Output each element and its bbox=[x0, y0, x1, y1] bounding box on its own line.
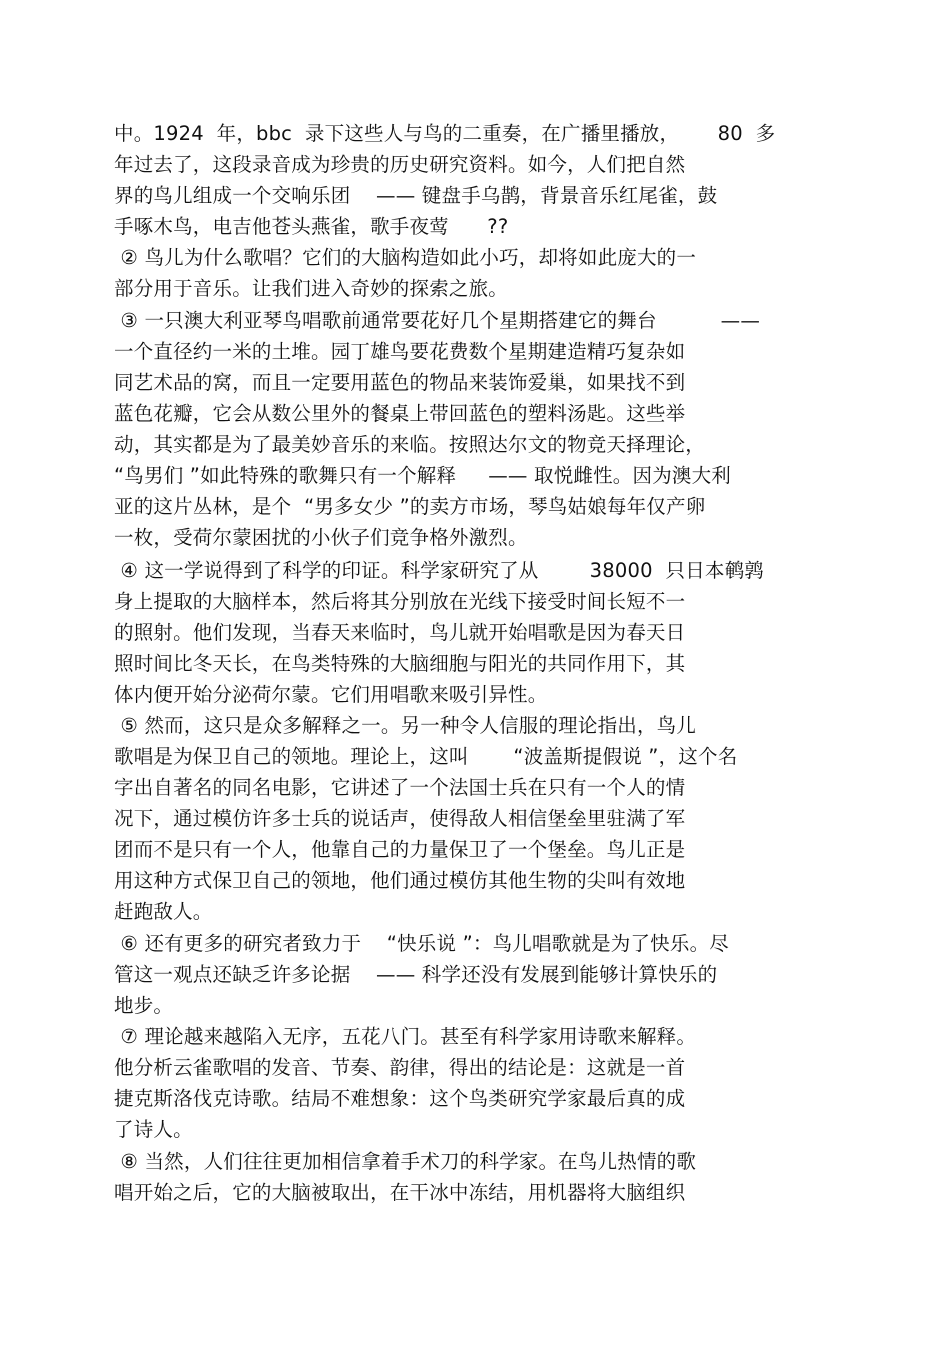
text-line: “鸟男们 ”如此特殊的歌舞只有一个解释 —— 取悦雌性。因为澳大利 bbox=[114, 464, 731, 487]
paragraph-4-start: ④ 这一学说得到了科学的印证。科学家研究了从 38000 只日本鹌鹑 bbox=[114, 559, 764, 582]
text-line: 动，其实都是为了最美妙音乐的来临。按照达尔文的物竞天择理论， bbox=[114, 433, 706, 456]
paragraph-8-start: ⑧ 当然，人们往往更加相信拿着手术刀的科学家。在鸟儿热情的歌 bbox=[114, 1150, 697, 1173]
text-line: 歌唱是为保卫自己的领地。理论上，这叫 “波盖斯提假说 ”，这个名 bbox=[114, 745, 738, 768]
text-line: 用这种方式保卫自己的领地，他们通过模仿其他生物的尖叫有效地 bbox=[114, 869, 686, 892]
text-line: 年过去了，这段录音成为珍贵的历史研究资料。如今，人们把自然 bbox=[114, 153, 686, 176]
text-line: 况下，通过模仿许多士兵的说话声，使得敌人相信堡垒里驻满了军 bbox=[114, 807, 686, 830]
paragraph-6-start: ⑥ 还有更多的研究者致力于 “快乐说 ”：鸟儿唱歌就是为了快乐。尽 bbox=[114, 932, 729, 955]
text-line: 他分析云雀歌唱的发音、节奏、韵律，得出的结论是：这就是一首 bbox=[114, 1056, 686, 1079]
text-line: 了诗人。 bbox=[114, 1118, 193, 1141]
text-line: 体内便开始分泌荷尔蒙。它们用唱歌来吸引异性。 bbox=[114, 683, 548, 706]
paragraph-7-start: ⑦ 理论越来越陷入无序，五花八门。甚至有科学家用诗歌来解释。 bbox=[114, 1025, 697, 1048]
text-line: 一枚，受荷尔蒙困扰的小伙子们竞争格外激烈。 bbox=[114, 526, 528, 549]
text-line: 的照射。他们发现，当春天来临时，鸟儿就开始唱歌是因为春天日 bbox=[114, 621, 686, 644]
text-line: 捷克斯洛伐克诗歌。结局不难想象：这个鸟类研究学家最后真的成 bbox=[114, 1087, 686, 1110]
text-line: 一个直径约一米的土堆。园丁雄鸟要花费数个星期建造精巧复杂如 bbox=[114, 340, 686, 363]
text-line: 同艺术品的窝，而且一定要用蓝色的物品来装饰爱巢，如果找不到 bbox=[114, 371, 686, 394]
text-line: 亚的这片丛林，是个 “男多女少 ”的卖方市场，琴鸟姑娘每年仅产卵 bbox=[114, 495, 706, 518]
text-line: 界的鸟儿组成一个交响乐团 —— 键盘手乌鹊，背景音乐红尾雀，鼓 bbox=[114, 184, 718, 207]
paragraph-5-start: ⑤ 然而，这只是众多解释之一。另一种令人信服的理论指出，鸟儿 bbox=[114, 714, 697, 737]
text-line: 照时间比冬天长，在鸟类特殊的大脑细胞与阳光的共同作用下，其 bbox=[114, 652, 686, 675]
text-line: 手啄木鸟，电吉他苍头燕雀，歌手夜莺 ?? bbox=[114, 215, 509, 238]
text-line: 部分用于音乐。让我们进入奇妙的探索之旅。 bbox=[114, 277, 509, 300]
text-line: 身上提取的大脑样本，然后将其分别放在光线下接受时间长短不一 bbox=[114, 590, 686, 613]
text-line: 管这一观点还缺乏许多论据 —— 科学还没有发展到能够计算快乐的 bbox=[114, 963, 718, 986]
text-line: 中。1924 年，bbc 录下这些人与鸟的二重奏，在广播里播放， 80 多 bbox=[114, 122, 776, 145]
text-line: 赶跑敌人。 bbox=[114, 900, 213, 923]
text-line: 团而不是只有一个人，他靠自己的力量保卫了一个堡垒。鸟儿正是 bbox=[114, 838, 686, 861]
text-line: 蓝色花瓣，它会从数公里外的餐桌上带回蓝色的塑料汤匙。这些举 bbox=[114, 402, 686, 425]
text-line: 唱开始之后，它的大脑被取出，在干冰中冻结，用机器将大脑组织 bbox=[114, 1181, 686, 1204]
paragraph-3-start: ③ 一只澳大利亚琴鸟唱歌前通常要花好几个星期搭建它的舞台 —— bbox=[114, 309, 761, 332]
text-line: 字出自著名的同名电影，它讲述了一个法国士兵在只有一个人的情 bbox=[114, 776, 686, 799]
text-line: 地步。 bbox=[114, 994, 174, 1017]
paragraph-2-start: ② 鸟儿为什么歌唱？它们的大脑构造如此小巧，却将如此庞大的一 bbox=[114, 246, 697, 269]
